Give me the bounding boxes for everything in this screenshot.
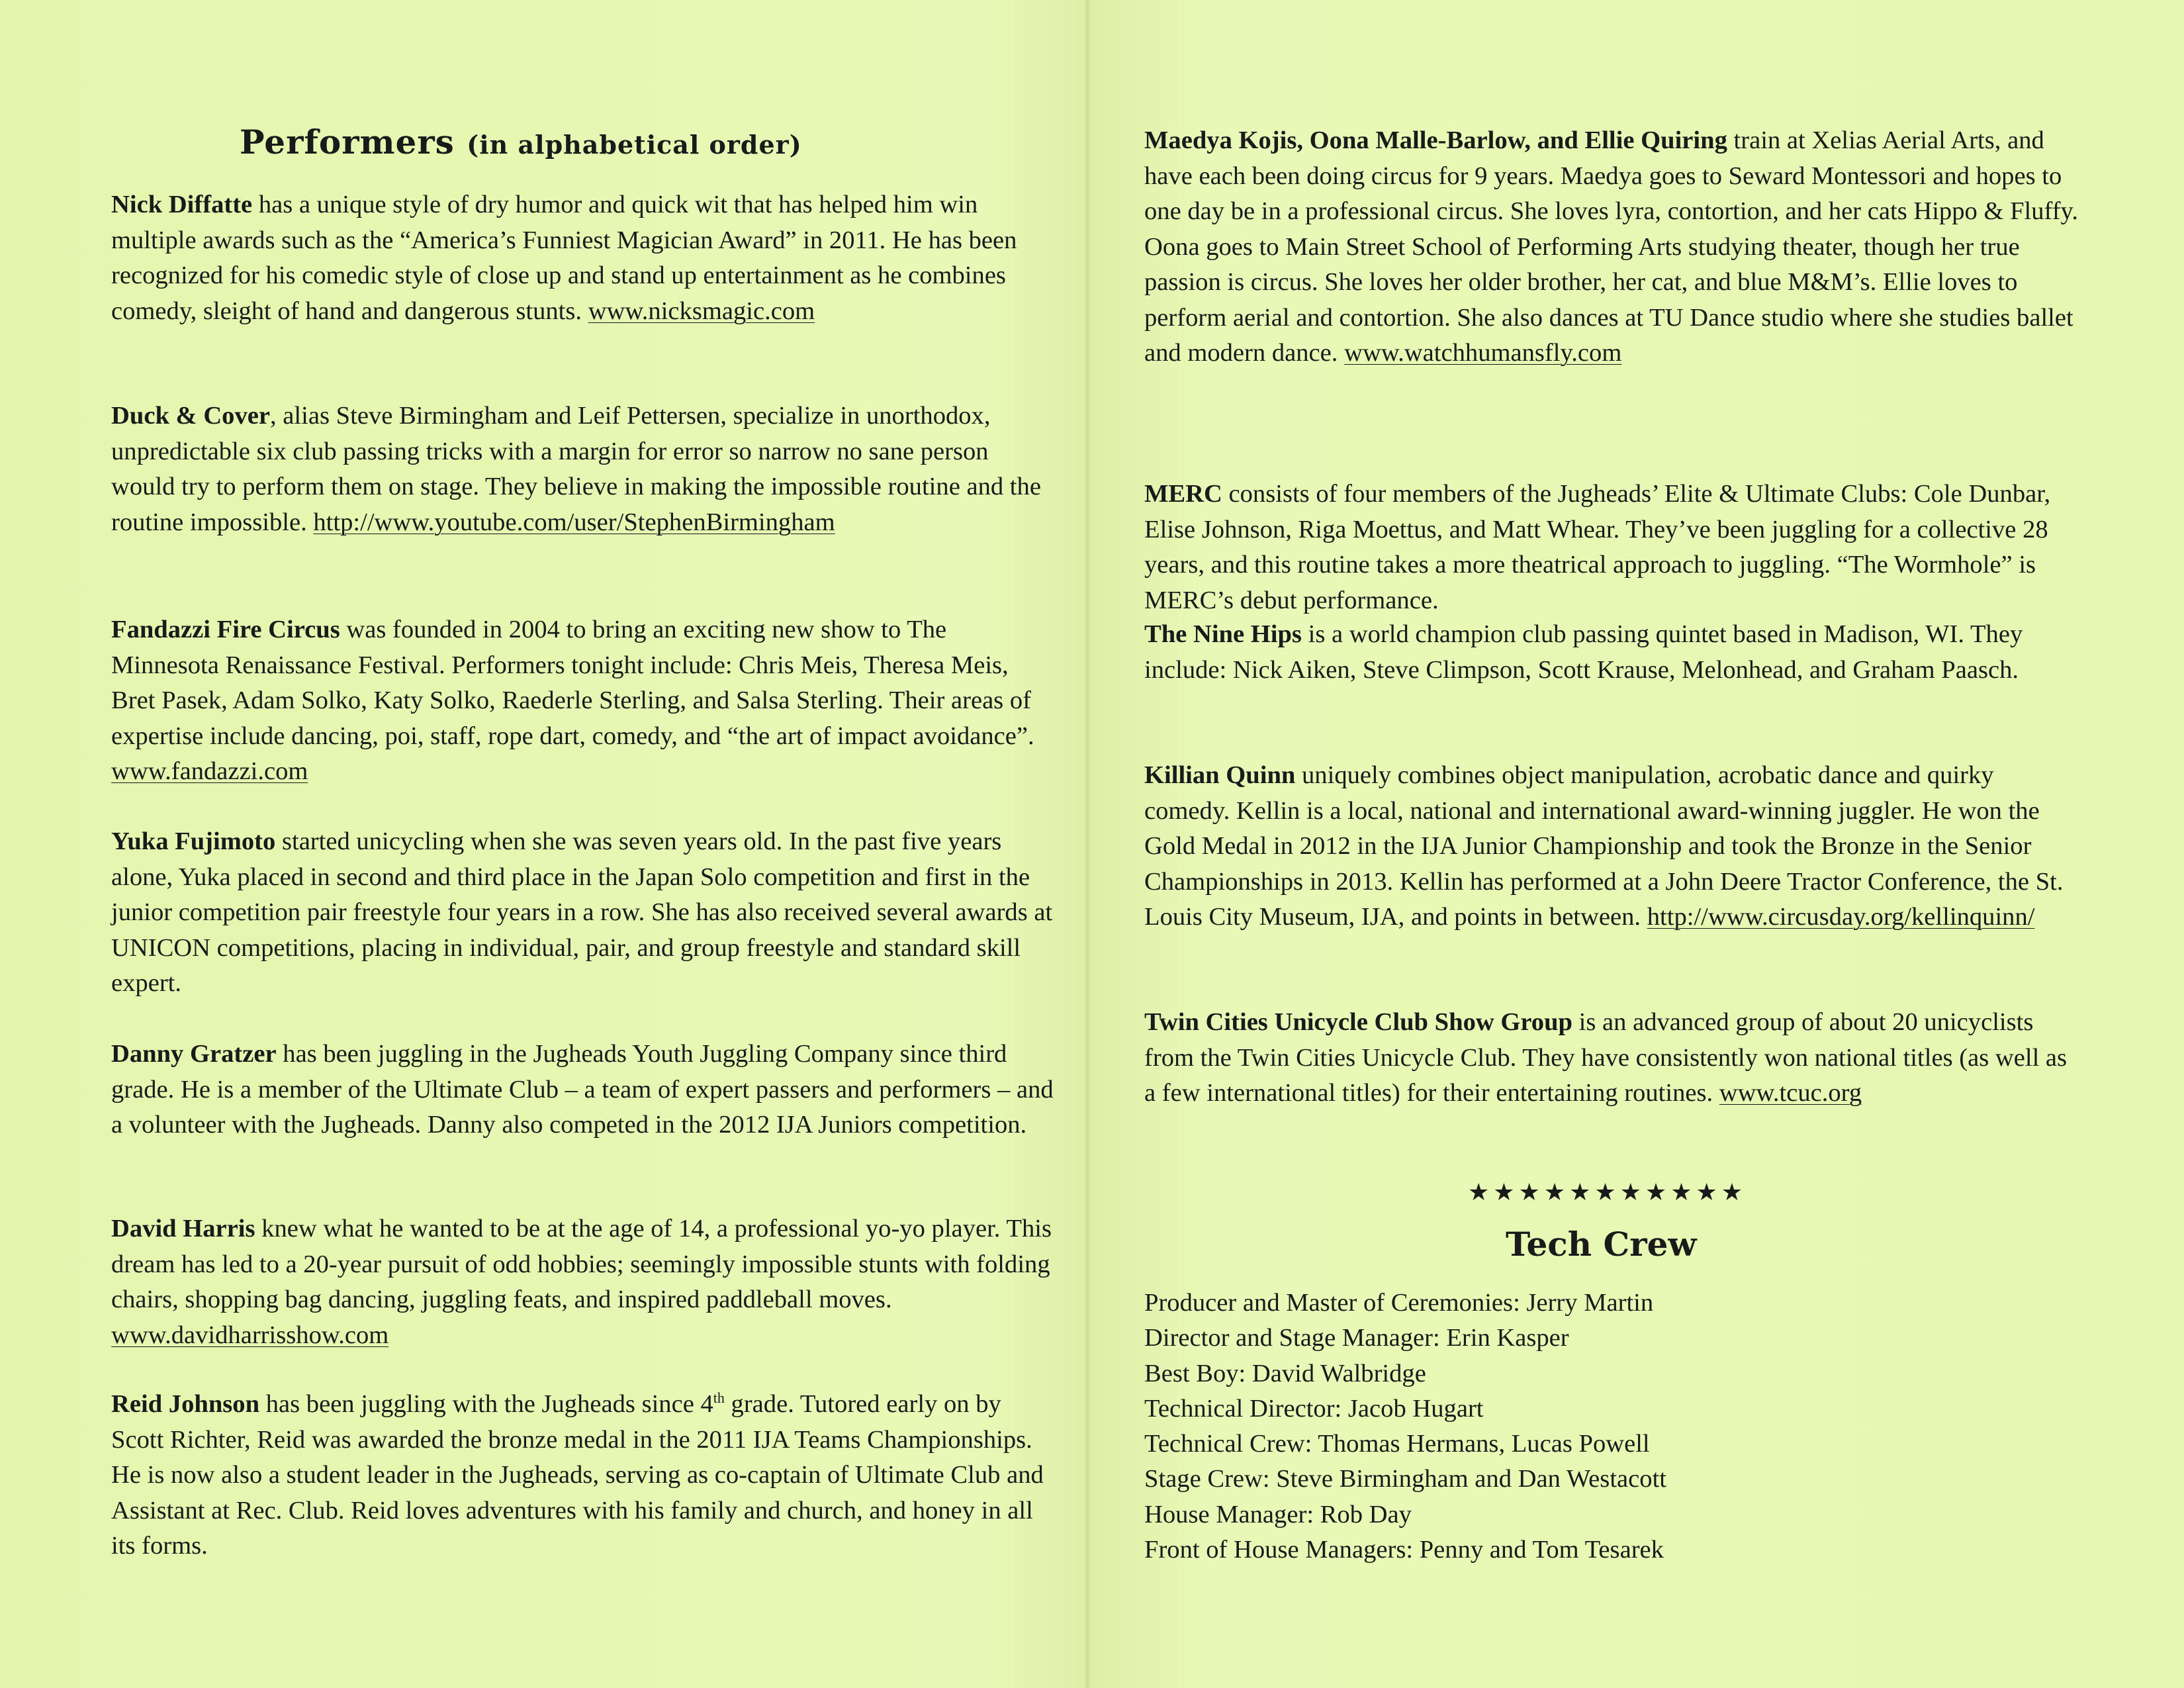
bio-superscript: th [713,1389,725,1407]
bio-twin-cities-unicycle-club [1144,1005,2084,1111]
bio-name: Reid Johnson [111,1390,260,1418]
crew-member: Best Boy: David Walbridge [1144,1359,1426,1387]
crew-member: Producer and Master of Ceremonies: Jerry Martin [1144,1289,1654,1317]
bio-david-harris [111,1211,1058,1353]
bio-text: knew what he wanted to be at the age of 14, a professional yo-yo player. This dream has led to a 20-year pursuit of odd hobbies; seemingly impossible stunts with folding chairs, shopping bag dancing, juggling feats, and inspired paddleball moves. [111,1215,1052,1313]
star-divider: ★★★★★★★★★★★ [1468,1179,1747,1205]
performers-heading [240,122,802,162]
bio-danny-gratzer [111,1037,1058,1143]
bio-text: , alias Steve Birmingham and Leif Pettersen, specialize in unorthodox, unpredictable six club passing tricks with a margin for error so narrow no sane person would try to perform them on stage. They believe in making the impossible routine and the routine impossible. [111,402,1041,536]
bio-name: Twin Cities Unicycle Club Show Group [1144,1008,1572,1036]
bio-text: was founded in 2004 to bring an exciting new show to The Minnesota Renaissance Festival. Performers tonight include: Chris Meis, Theresa Meis, Bret Pasek, Adam Solko, Katy Solko, Raederle Sterling, and Salsa Sterling. Their areas of expertise include dancing, poi, staff, rope dart, comedy, and “the art of impact avoidance”. [111,616,1034,750]
bio-the-nine-hips [1144,617,2084,688]
bio-text: has been juggling in the Jugheads Youth Juggling Company since third grade. He is a member of the Ultimate Club – a team of expert passers and performers – and a volunteer with the Jugheads. Danny also competed in the 2012 IJA Juniors competition. [111,1040,1054,1139]
tech-crew-title: Tech Crew [1506,1225,1697,1264]
bio-link[interactable]: www.nicksmagic.com [588,297,815,325]
bio-link[interactable]: http://www.circusday.org/kellinquinn/ [1647,903,2035,931]
bio-name: Fandazzi Fire Circus [111,616,340,643]
crew-member: Front of House Managers: Penny and Tom Tesarek [1144,1536,1664,1564]
crew-member: Technical Crew: Thomas Hermans, Lucas Powell [1144,1430,1650,1458]
bio-name: Killian Quinn [1144,761,1296,789]
page-fold [1084,0,1091,1688]
bio-duck-and-cover [111,399,1058,540]
bio-yuka-fujimoto [111,824,1058,1002]
bio-reid-johnson [111,1387,1058,1564]
bio-name: David Harris [111,1215,255,1243]
bio-name: Duck & Cover [111,402,271,430]
bio-fandazzi-fire-circus [111,612,1058,790]
bio-name: Nick Diffatte [111,191,253,218]
performers-subtitle: (in alphabetical order) [467,130,802,160]
bio-text: uniquely combines object manipulation, acrobatic dance and quirky comedy. Kellin is a local, national and international award-winning juggler. He won the Gold Medal in 2012 in the IJA Junior Championship and took the Bronze in the Senior Championships in 2013. Kellin has performed at a John Deere Tractor Conference, the St. Louis City Museum, IJA, and points in between. [1144,761,2064,931]
bio-text: started unicycling when she was seven years old. In the past five years alone, Yuka placed in second and third place in the Japan Solo competition and first in the junior competition pair freestyle four years in a row. She has also received several awards at UNICON competitions, placing in individual, pair, and group freestyle and standard skill expert. [111,827,1053,997]
bio-killian-quinn [1144,758,2084,935]
bio-merc [1144,477,2084,618]
bio-text: grade. Tutored early on by Scott Richter, Reid was awarded the bronze medal in the 2011 IJA Teams Championships. He is now also a student leader in the Jugheads, serving as co-captain of Ultimate Club and Assistant at Rec. Club. Reid loves adventures with his family and church, and honey in all its forms. [111,1390,1044,1560]
bio-link[interactable]: www.davidharrisshow.com [111,1321,389,1349]
bio-link[interactable]: www.watchhumansfly.com [1344,339,1622,367]
bio-link[interactable]: www.tcuc.org [1719,1079,1862,1107]
bio-text: train at Xelias Aerial Arts, and have each been doing circus for 9 years. Maedya goes to Seward Montessori and hopes to one day be in a professional circus. She loves lyra, contortion, and her cats Hippo & Fluffy. Oona goes to Main Street School of Performing Arts studying theater, though her true passion is circus. She loves her older brother, her cat, and blue M&M’s. Ellie loves to perform aerial and contortion. She also dances at TU Dance studio where she studies ballet and modern dance. [1144,126,2078,367]
bio-link[interactable]: www.fandazzi.com [111,757,308,785]
bio-name: Danny Gratzer [111,1040,277,1068]
bio-name: Maedya Kojis, Oona Malle-Barlow, and Ellie Quiring [1144,126,1727,154]
bio-name: Yuka Fujimoto [111,827,276,855]
bio-text: has a unique style of dry humor and quick wit that has helped him win multiple awards such as the “America’s Funniest Magician Award” in 2011. He has been recognized for his comedic style of close up and stand up entertainment as he combines comedy, sleight of hand and dangerous stunts. [111,191,1017,325]
bio-link[interactable]: http://www.youtube.com/user/StephenBirmingham [313,508,835,536]
performers-title: Performers [240,122,455,162]
bio-name: The Nine Hips [1144,620,1302,648]
bio-text: consists of four members of the Jugheads’ Elite & Ultimate Clubs: Cole Dunbar, Elise Johnson, Riga Moettus, and Matt Whear. They’ve been juggling for a collective 28 years, and this routine takes a more theatrical approach to juggling. “The Wormhole” is MERC’s debut performance. [1144,480,2051,614]
bio-xelias-aerial-trio [1144,123,2084,371]
crew-member: Director and Stage Manager: Erin Kasper [1144,1324,1569,1352]
bio-name: MERC [1144,480,1222,508]
bio-text: is a world champion club passing quintet based in Madison, WI. They include: Nick Aiken, Steve Climpson, Scott Krause, Melonhead, and Graham Paasch. [1144,620,2023,684]
crew-member: Stage Crew: Steve Birmingham and Dan Westacott [1144,1465,1667,1493]
tech-crew-list [1144,1286,1666,1568]
crew-member: Technical Director: Jacob Hugart [1144,1394,1484,1423]
bio-nick-diffatte [111,187,1058,329]
bio-text: has been juggling with the Jugheads since 4 [259,1390,713,1418]
bio-text: is an advanced group of about 20 unicyclists from the Twin Cities Unicycle Club. They have consistently won national titles (as well as a few international titles) for their entertaining routines. [1144,1008,2068,1107]
crew-member: House Manager: Rob Day [1144,1500,1412,1528]
